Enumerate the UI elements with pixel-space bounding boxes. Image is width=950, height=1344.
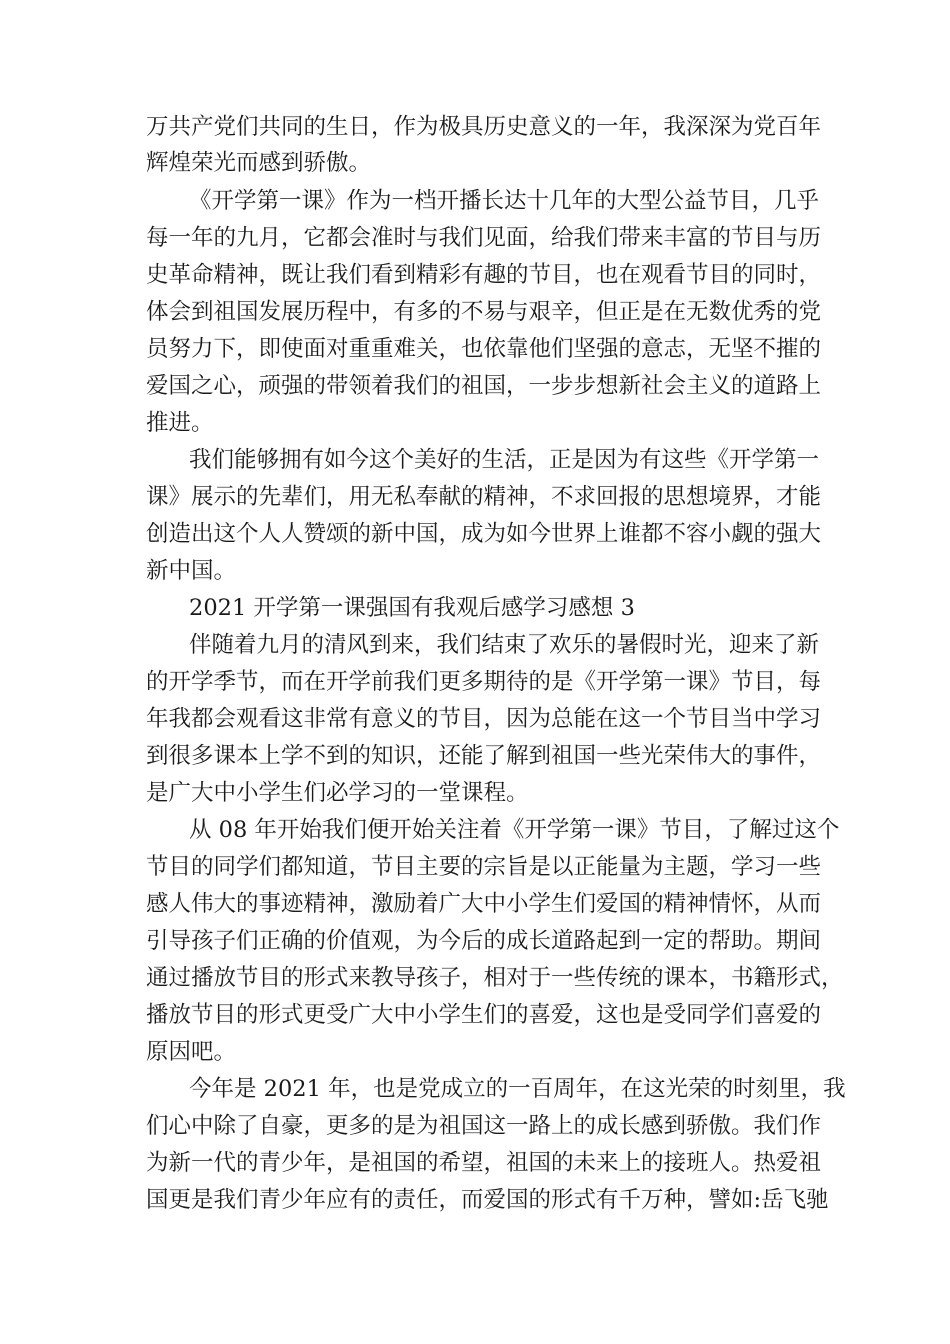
- text-line: 国更是我们青少年应有的责任，而爱国的形式有千万种，譬如:岳飞驰: [146, 1187, 829, 1213]
- text-line: 播放节目的形式更受广大中小学生们的喜爱，这也是受同学们喜爱的: [146, 1002, 822, 1028]
- text-line: 们心中除了自豪，更多的是为祖国这一路上的成长感到骄傲。我们作: [146, 1113, 822, 1139]
- text-line: 通过播放节目的形式来教导孩子，相对于一些传统的课本，书籍形式，: [146, 965, 844, 991]
- text-line: 新中国。: [146, 558, 237, 584]
- paragraph-start-line: 今年是 2021 年，也是党成立的一百周年，在这光荣的时刻里，我: [189, 1076, 846, 1102]
- text-line: 为新一代的青少年，是祖国的希望，祖国的未来上的接班人。热爱祖: [146, 1150, 822, 1176]
- text-line: 到很多课本上学不到的知识，还能了解到祖国一些光荣伟大的事件，: [146, 743, 822, 769]
- text-line: 的开学季节，而在开学前我们更多期待的是《开学第一课》节目，每: [146, 669, 822, 695]
- text-line: 史革命精神，既让我们看到精彩有趣的节目，也在观看节目的同时，: [146, 262, 822, 288]
- text-line: 每一年的九月，它都会准时与我们见面，给我们带来丰富的节目与历: [146, 225, 822, 251]
- paragraph-start-line: 《开学第一课》作为一档开播长达十几年的大型公益节目，几乎: [189, 188, 820, 214]
- paragraph-start-line: 从 08 年开始我们便开始关注着《开学第一课》节目，了解过这个: [189, 817, 840, 843]
- text-line: 原因吧。: [146, 1039, 237, 1065]
- text-line: 年我都会观看这非常有意义的节目，因为总能在这一个节目当中学习: [146, 706, 822, 732]
- paragraph-start-line: 伴随着九月的清风到来，我们结束了欢乐的暑假时光，迎来了新: [189, 632, 820, 658]
- text-line: 员努力下，即使面对重重难关，也依靠他们坚强的意志，无坚不摧的: [146, 336, 822, 362]
- text-line: 课》展示的先辈们，用无私奉献的精神，不求回报的思想境界，才能: [146, 484, 822, 510]
- text-line: 爱国之心，顽强的带领着我们的祖国，一步步想新社会主义的道路上: [146, 373, 822, 399]
- paragraph-start-line: 我们能够拥有如今这个美好的生活，正是因为有这些《开学第一: [189, 447, 820, 473]
- text-line: 辉煌荣光而感到骄傲。: [146, 150, 372, 176]
- text-line: 创造出这个人人赞颂的新中国，成为如今世界上谁都不容小觑的强大: [146, 521, 822, 547]
- text-line: 万共产党们共同的生日，作为极具历史意义的一年，我深深为党百年: [146, 114, 822, 140]
- section-heading: 2021 开学第一课强国有我观后感学习感想 3: [189, 595, 635, 621]
- text-line: 感人伟大的事迹精神，激励着广大中小学生们爱国的精神情怀，从而: [146, 891, 822, 917]
- text-line: 引导孩子们正确的价值观，为今后的成长道路起到一定的帮助。期间: [146, 928, 822, 954]
- text-line: 节目的同学们都知道，节目主要的宗旨是以正能量为主题，学习一些: [146, 854, 822, 880]
- text-line: 体会到祖国发展历程中，有多的不易与艰辛，但正是在无数优秀的党: [146, 299, 822, 325]
- text-line: 推进。: [146, 410, 214, 436]
- text-line: 是广大中小学生们必学习的一堂课程。: [146, 780, 529, 806]
